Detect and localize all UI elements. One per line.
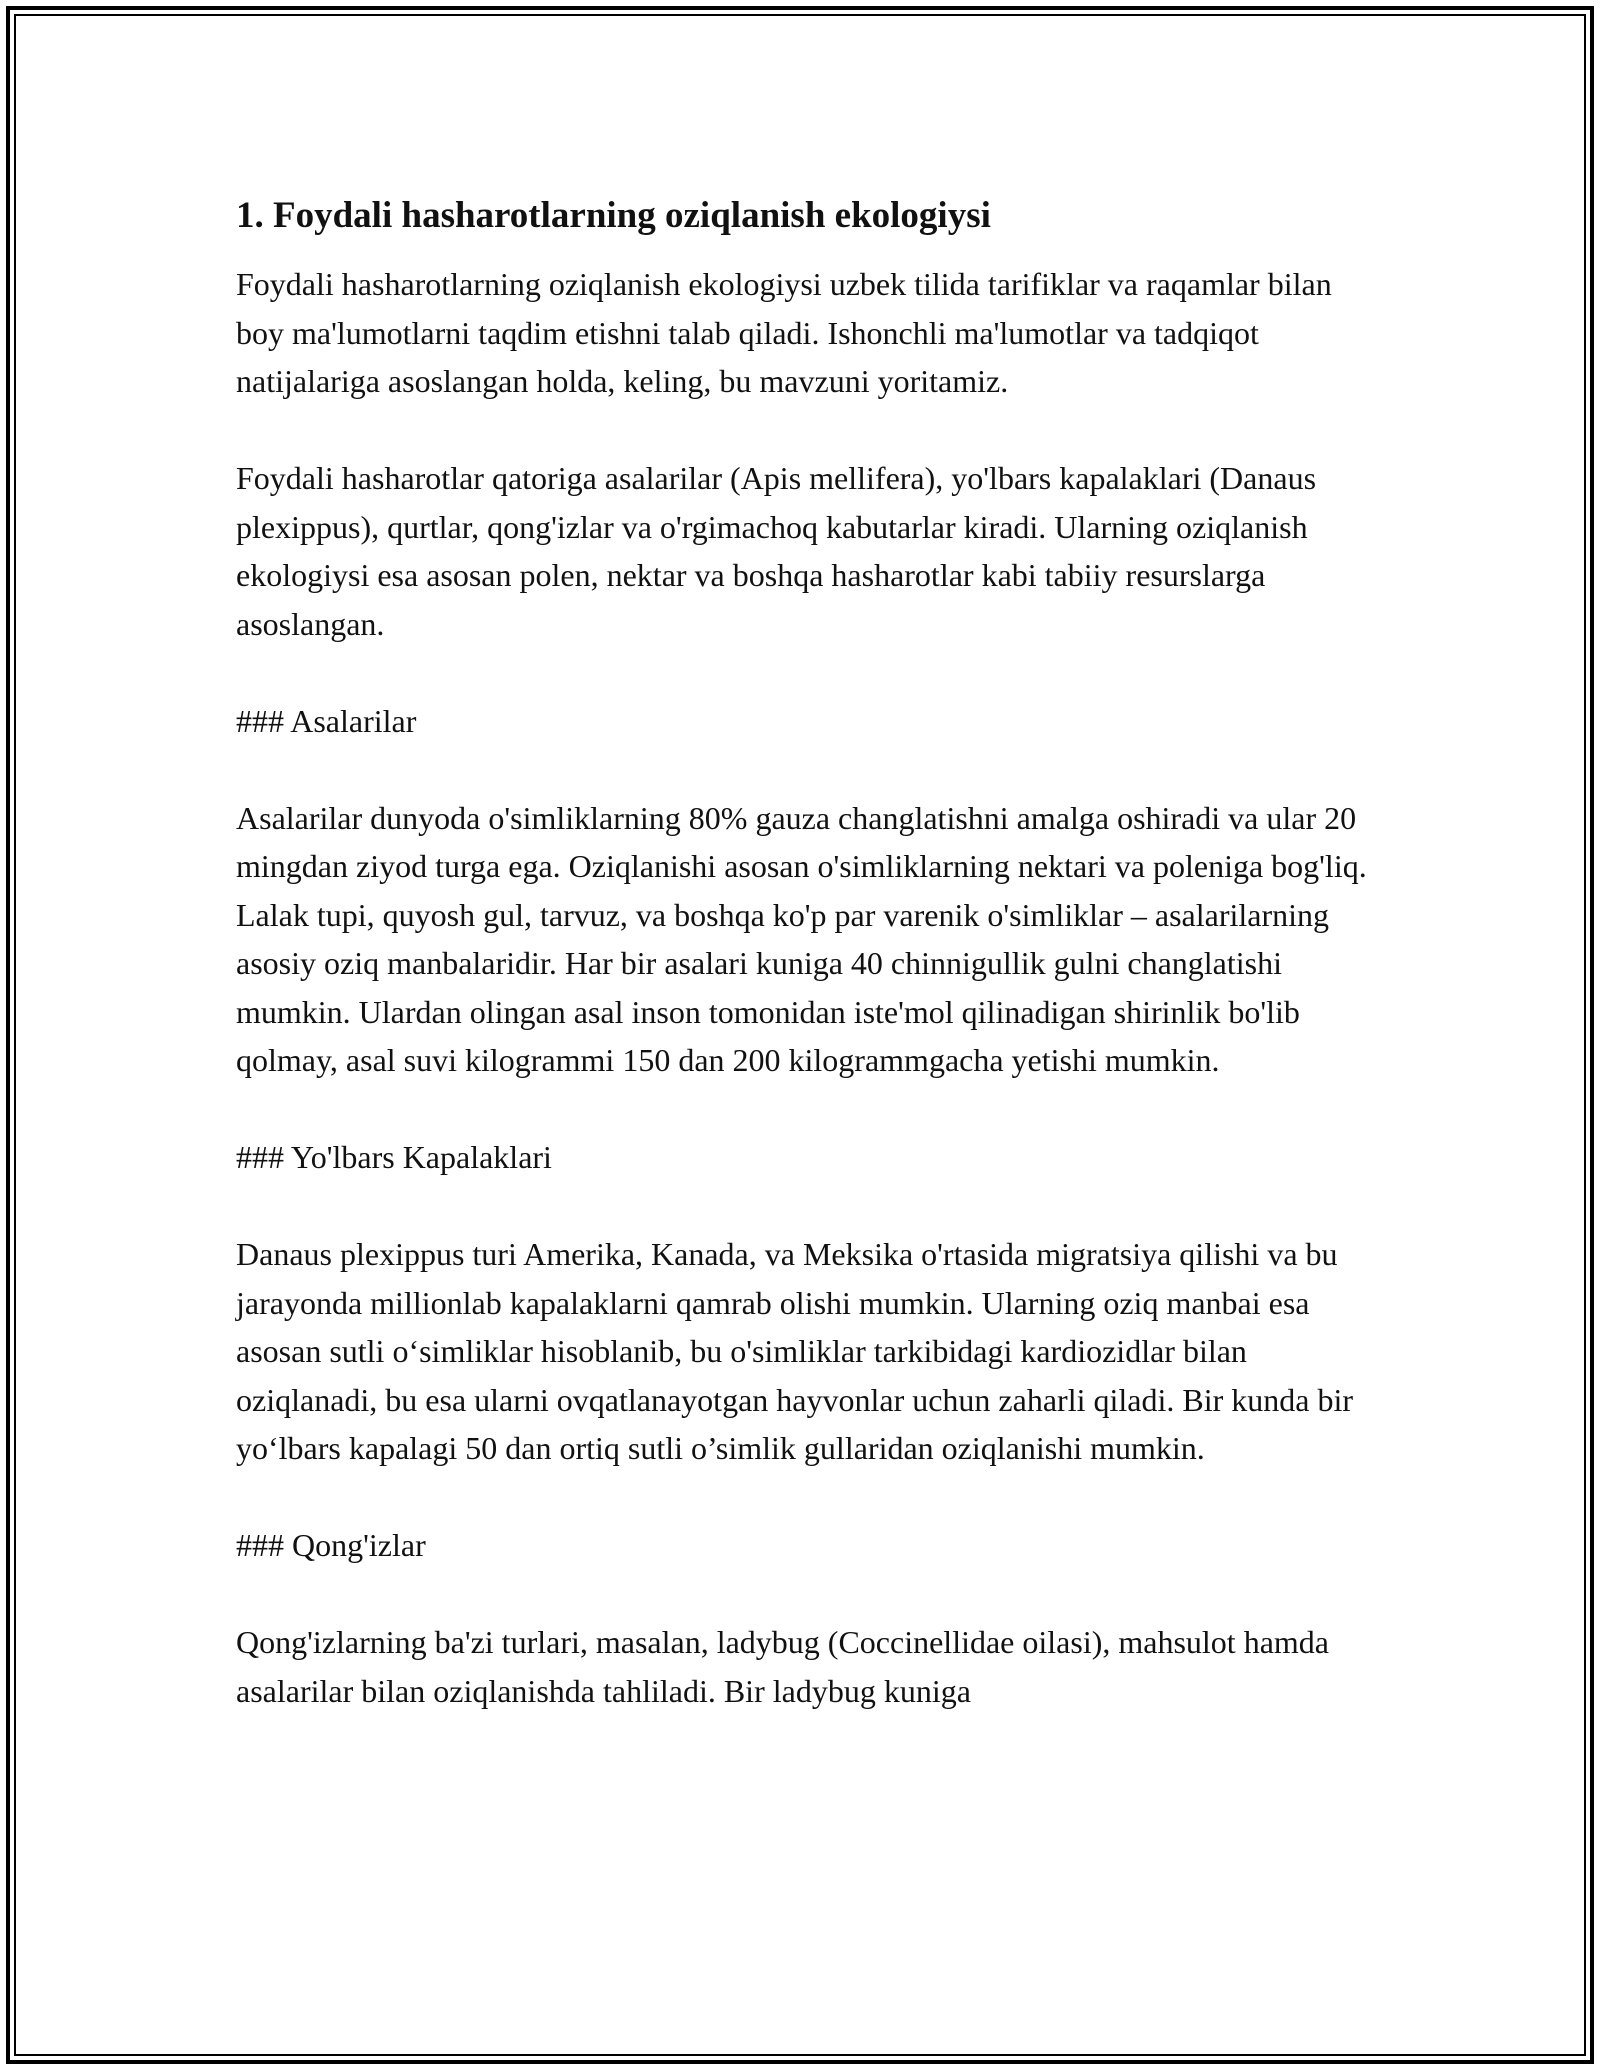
- subheading-qongizlar: ### Qong'izlar: [236, 1527, 426, 1563]
- document-body: [236, 178, 1376, 1764]
- subheading-yolbars-kapalaklari: ### Yo'lbars Kapalaklari: [236, 1139, 552, 1175]
- paragraph-insect-types: Foydali hasharotlar qatoriga asalarilar (Apis mellifera), yo'lbars kapalaklari (Danaus plexippus), qurtlar, qong'izlar va o'rgimachoq kabutarlar kiradi. Ularning oziqlanish ekologiysi esa asosan polen, nektar va boshqa hasharotlar kabi tabiiy resurslarga asoslangan.: [236, 460, 1325, 642]
- paragraph-asalarilar: Asalarilar dunyoda o'simliklarning 80% gauza changlatishni amalga oshiradi va ular 20 mingdan ziyod turga ega. Oziqlanishi asosan o'simliklarning nektari va poleniga bog'liq. Lalak tupi, quyosh gul, tarvuz, va boshqa ko'p par varenik o'simliklar – asalarilarning asosiy oziq manbalaridir. Har bir asalari kuniga 40 chinnigullik gulni changlatishi mumkin. Ulardan olingan asal inson tomonidan iste'mol qilinadigan shirinlik bo'lib qolmay, asal suvi kilogrammi 150 dan 200 kilogrammgacha yetishi mumkin.: [236, 799, 1375, 1078]
- paragraph-qongizlar: Qong'izlarning ba'zi turlari, masalan, ladybug (Coccinellidae oilasi), mahsulot hamda asalarilar bilan oziqlanishda tahliladi. Bir ladybug kuniga: [236, 1624, 1337, 1709]
- paragraph-intro: Foydali hasharotlarning oziqlanish ekologiysi uzbek tilida tarifiklar va raqamlar bilan boy ma'lumotlarni taqdim etishni talab qiladi. Ishonchli ma'lumotlar va tadqiqot natijalariga asoslangan holda, keling, bu mavzuni yoritamiz.: [236, 266, 1340, 399]
- document-title: 1. Foydali hasharotlarning oziqlanish ekologiysi: [236, 195, 991, 236]
- subheading-asalarilar: ### Asalarilar: [236, 702, 417, 739]
- paragraph-yolbars-kapalaklari: Danaus plexippus turi Amerika, Kanada, va Meksika o'rtasida migratsiya qilishi va bu jarayonda millionlab kapalaklarni qamrab olishi mumkin. Ularning oziq manbai esa asosan sutli o‘simliklar hisoblanib, bu o'simliklar tarkibidagi kardiozidlar bilan oziqlanadi, bu esa ularni ovqatlanayotgan hayvonlar uchun zaharli qiladi. Bir kunda bir yo‘lbars kapalagi 50 dan ortiq sutli o’simlik gullaridan oziqlanishi mumkin.: [236, 1236, 1361, 1466]
